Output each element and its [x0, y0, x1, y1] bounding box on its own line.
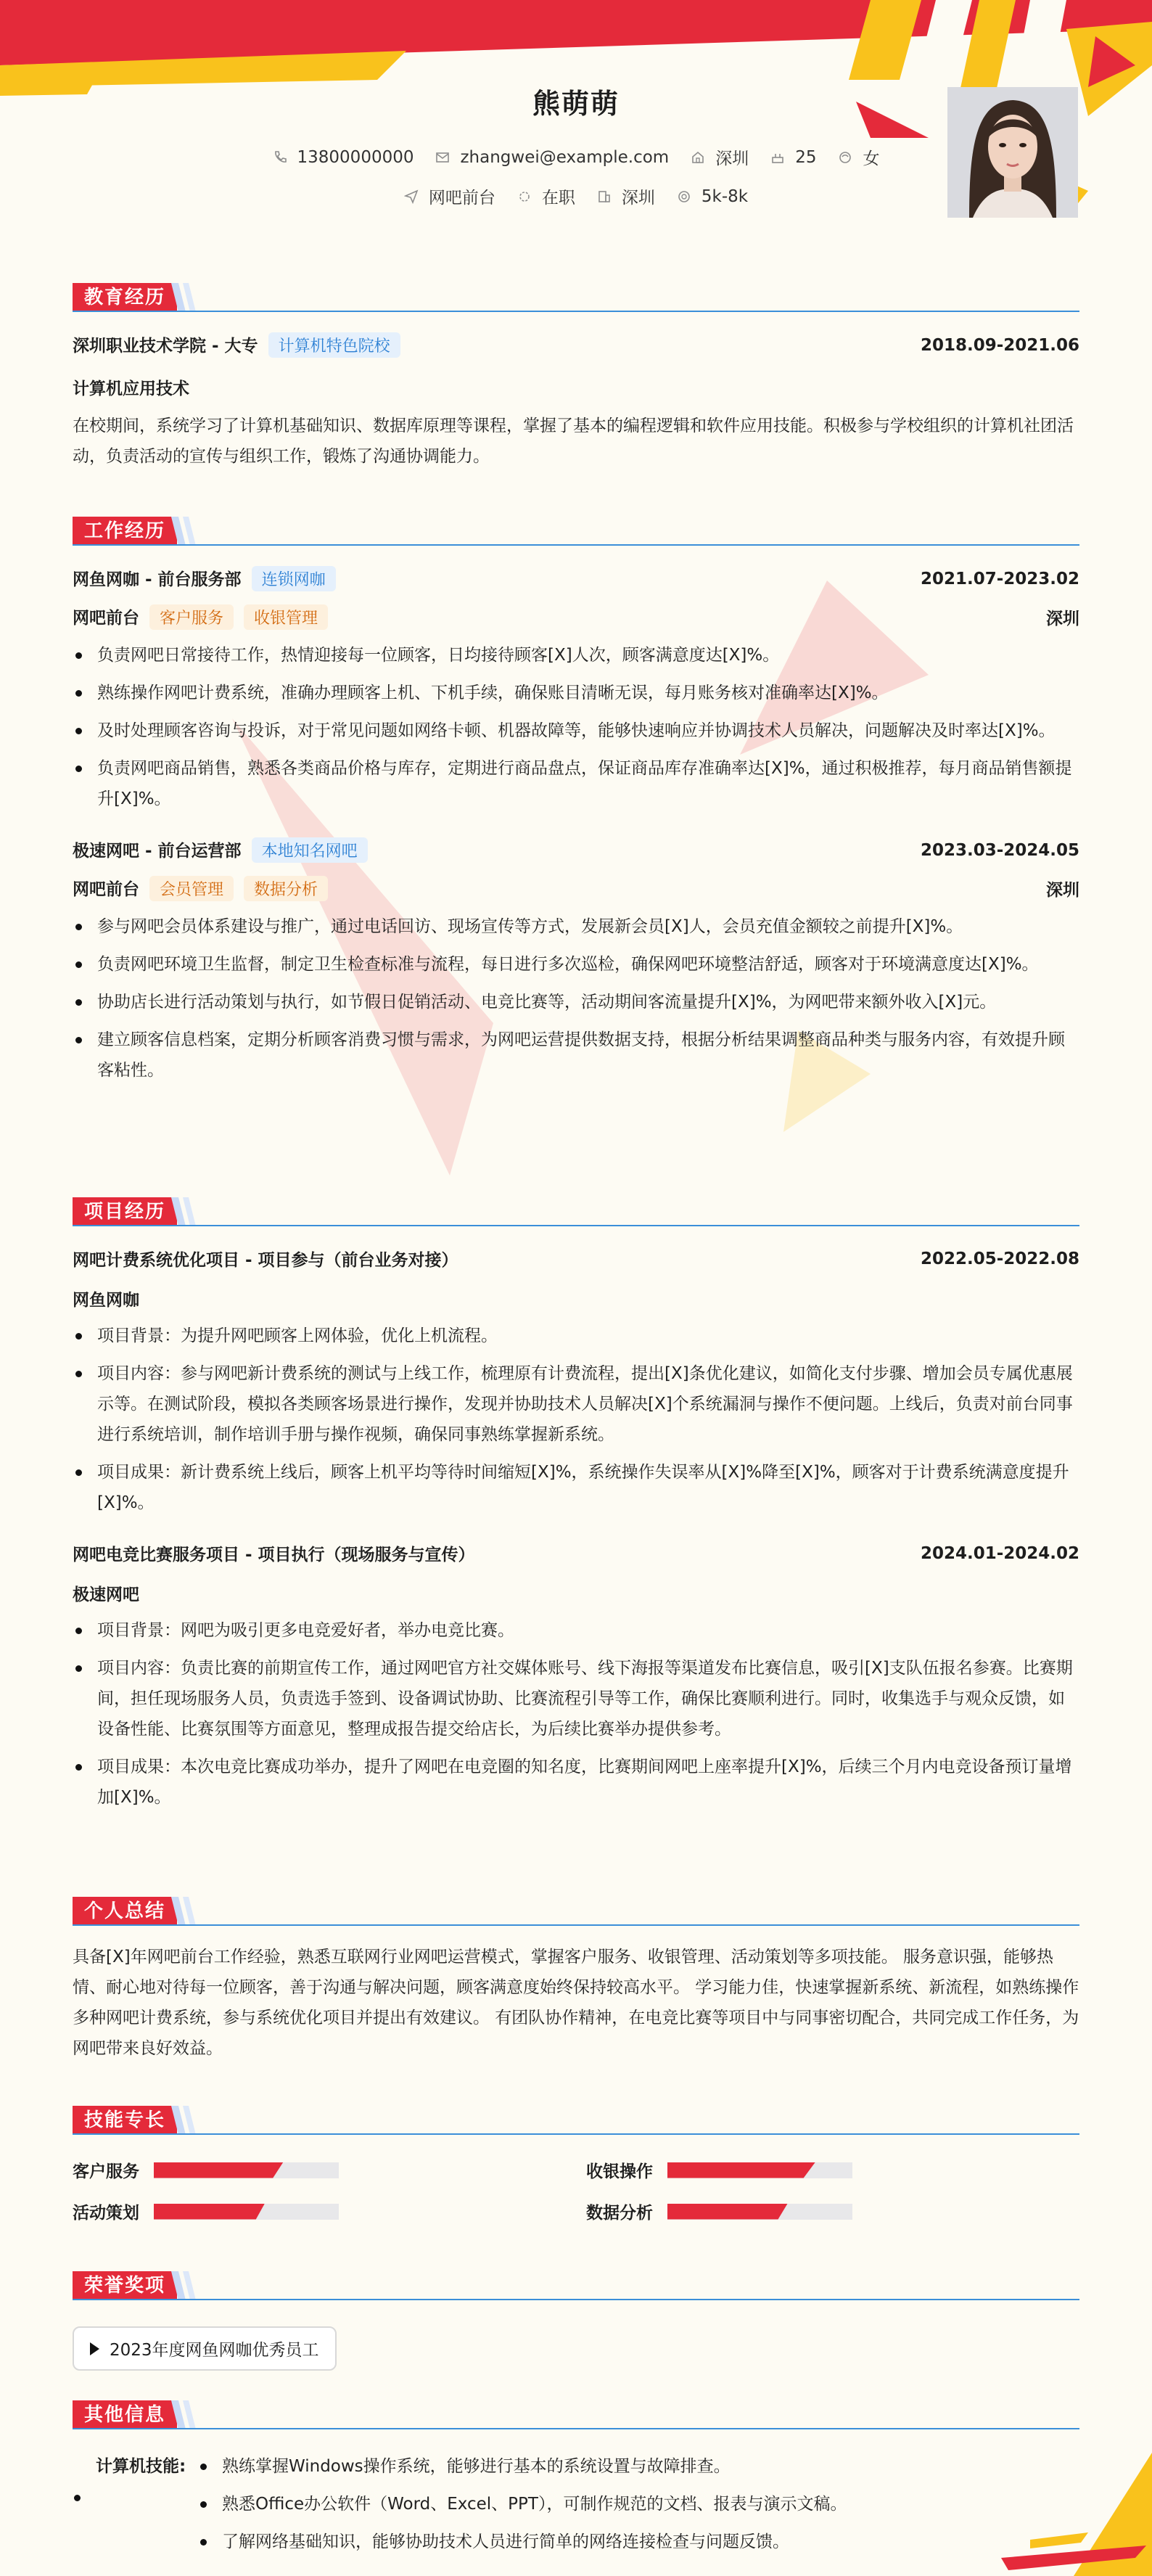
company-tag: 本地知名网吧: [252, 837, 368, 863]
section-header: [73, 517, 1079, 549]
phone-text: 13800000000: [297, 147, 414, 167]
list-item: 协助店长进行活动策划与执行，如节假日促销活动、电竞比赛等，活动期间客流量提升[X]%，为网吧带来额外收入[X]元。: [73, 987, 1079, 1017]
money-icon: [677, 189, 691, 204]
list-item: 项目成果：新计费系统上线后，顾客上机平均等待时间缩短[X]%，系统操作失误率从[X]%降至[X]%，顾客对于计费系统满意度提升[X]%。: [73, 1457, 1079, 1518]
other-section: [73, 2400, 1079, 2564]
list-item: 负责网吧日常接待工作，热情迎接每一位顾客，日均接待顾客[X]人次，顾客满意度达[X]%。: [73, 640, 1079, 670]
summary-text: 具备[X]年网吧前台工作经验，熟悉互联网行业网吧运营模式，掌握客户服务、收银管理、活动策划等多项技能。 服务意识强，能够热情、耐心地对待每一位顾客，善于沟通与解决问题，顾客满意度始终保持较高水平。 学习能力佳，快速掌握新系统、新流程，如熟练操作多种网吧计费系统，参与系统优化项目并提出有效建议。 有团队协作精神，在电竞比赛等项目中与同事密切配合，共同完成工作任务，为网吧带来良好效益。: [73, 1948, 1079, 2058]
list-item: 项目内容：参与网吧新计费系统的测试与上线工作，梳理原有计费流程，提出[X]条优化建议，如简化支付步骤、增加会员专属优惠展示等。在测试阶段，模拟各类顾客场景进行操作，发现并协助技术人员解决[X]个系统漏洞与操作不便问题。上线后，负责对前台同事进行系统培训，制作培训手册与操作视频，确保同事熟练掌握新系统。: [73, 1358, 1079, 1450]
project-org: 极速网吧: [73, 1586, 139, 1604]
skill-name: 客户服务: [73, 2162, 139, 2181]
skill-name: 活动策划: [73, 2204, 139, 2223]
section-divider: [73, 2299, 1079, 2300]
skill-grid: [73, 2158, 1079, 2223]
skill-bar: [154, 2204, 339, 2220]
list-item: 项目成果：本次电竞比赛成功举办，提升了网吧在电竞圈的知名度，比赛期间网吧上座率提升[X]%，后续三个月内电竞设备预订量增加[X]%。: [73, 1752, 1079, 1813]
position-heading: [73, 876, 328, 901]
profile-photo: [947, 87, 1078, 218]
skill-tag: 会员管理: [149, 876, 234, 901]
award-item: [73, 2326, 337, 2371]
job-heading-row: [73, 837, 1079, 863]
section-divider: [73, 2133, 1079, 2135]
section-title: 荣誉奖项: [73, 2271, 177, 2300]
status-text: 在职: [541, 189, 575, 208]
section-divider: [73, 311, 1079, 312]
list-item: 熟练操作网吧计费系统，准确办理顾客上机、下机手续，确保账目清晰无误，每月账务核对准确率达[X]%。: [73, 678, 1079, 708]
resume-header: [73, 0, 1079, 261]
cake-icon: [770, 150, 785, 165]
salary-text: 5k-8k: [701, 186, 749, 206]
location-text: 深圳: [715, 149, 749, 168]
project-heading-row: [73, 1247, 1079, 1271]
skill-bar: [667, 2162, 852, 2178]
salary-info: [677, 184, 748, 208]
skill-name: 数据分析: [586, 2204, 653, 2223]
section-stripes: [171, 1197, 200, 1226]
skill-bar-fill: [667, 2162, 815, 2178]
section-stripes: [171, 2106, 200, 2135]
skill-bar: [667, 2204, 852, 2220]
home-icon: [691, 150, 705, 165]
list-item: 参与网吧会员体系建设与推广，通过电话回访、现场宣传等方式，发展新会员[X]人，会员充值金额较之前提升[X]%。: [73, 911, 1079, 942]
target-city-text: 深圳: [621, 189, 655, 208]
section-title: 教育经历: [73, 283, 177, 312]
skill-name: 收银操作: [586, 2162, 653, 2181]
job-entry: [73, 837, 1079, 1086]
education-section: [73, 283, 1079, 472]
project-name: 网吧计费系统优化项目 - 项目参与（前台业务对接）: [73, 1251, 458, 1270]
projects-section: [73, 1197, 1079, 1820]
section-header: [73, 1197, 1079, 1229]
list-item: 建立顾客信息档案，定期分析顾客消费习惯与需求，为网吧运营提供数据支持，根据分析结果调整商品种类与服务内容，有效提升顾客粘性。: [73, 1025, 1079, 1086]
job-bullets: [73, 640, 1079, 814]
section-divider: [73, 2428, 1079, 2429]
job-bullets: [73, 911, 1079, 1086]
target-job-info: [404, 184, 495, 208]
computer-skill-list: [197, 2451, 847, 2564]
email-info: [435, 145, 669, 169]
section-title: 其他信息: [73, 2400, 177, 2429]
project-entry: [73, 1541, 1079, 1813]
avatar: [947, 87, 1078, 218]
skill-item: [586, 2158, 1079, 2182]
list-item: 了解网络基础知识，能够协助技术人员进行简单的网络连接检查与问题反馈。: [197, 2527, 847, 2557]
skill-bar: [154, 2162, 339, 2178]
list-item: 项目内容：负责比赛的前期宣传工作，通过网吧官方社交媒体账号、线下海报等渠道发布比赛信息，吸引[X]支队伍报名参赛。比赛期间，担任现场服务人员，负责选手签到、设备调试协助、比赛流程引导等工作，确保比赛顺利进行。同时，收集选手与观众反馈，如设备性能、比赛氛围等方面意见，整理成报告提交给店长，为后续比赛举办提供参考。: [73, 1653, 1079, 1744]
job-date: 2023.03-2024.05: [920, 840, 1079, 860]
education-date: 2018.09-2021.06: [920, 335, 1079, 355]
age-info: [770, 145, 816, 169]
job-intent-row: [73, 184, 1079, 208]
skill-tag: 数据分析: [244, 876, 328, 901]
skill-bar-fill: [154, 2204, 265, 2220]
job-city: 深圳: [1046, 881, 1079, 900]
company-heading: [73, 566, 336, 591]
position-name: 网吧前台: [73, 609, 139, 628]
phone-info: [273, 145, 414, 169]
project-bullets: [73, 1615, 1079, 1813]
play-triangle-icon: [90, 2342, 99, 2355]
project-name: 网吧电竞比赛服务项目 - 项目执行（现场服务与宣传）: [73, 1546, 475, 1564]
contact-row: [73, 145, 1079, 169]
location-info: [691, 145, 749, 169]
section-stripes: [171, 283, 200, 312]
position-name: 网吧前台: [73, 880, 139, 899]
skill-tag: 收银管理: [244, 604, 328, 630]
company-name: 网鱼网咖 - 前台服务部: [73, 570, 242, 589]
school-name: 深圳职业技术学院 - 大专: [73, 337, 258, 356]
job-entry: [73, 566, 1079, 814]
skills-section: [73, 2106, 1079, 2223]
project-entry: [73, 1247, 1079, 1518]
job-date: 2021.07-2023.02: [920, 569, 1079, 588]
section-title: 技能专长: [73, 2106, 177, 2135]
section-header: [73, 1897, 1079, 1929]
award-text: 2023年度网鱼网咖优秀员工: [110, 2341, 319, 2360]
mail-icon: [435, 150, 450, 165]
list-item: 熟悉Office办公软件（Word、Excel、PPT），可制作规范的文档、报表与演示文稿。: [197, 2489, 847, 2519]
other-label: 计算机技能:: [96, 2457, 186, 2476]
bullet-dot: [74, 2495, 81, 2501]
skill-tag: 客户服务: [149, 604, 234, 630]
position-row: [73, 876, 1079, 901]
school-tag: 计算机特色院校: [268, 332, 400, 358]
skill-item: [586, 2199, 1079, 2223]
summary-section: [73, 1897, 1079, 2064]
section-stripes: [171, 517, 200, 546]
company-heading: [73, 837, 368, 863]
company-tag: 连锁网咖: [252, 566, 336, 591]
building-icon: [597, 189, 612, 204]
other-label-wrap: [73, 2451, 197, 2564]
phone-icon: [273, 150, 287, 165]
skill-item: [73, 2158, 586, 2182]
list-item: 熟练掌握Windows操作系统，能够进行基本的系统设置与故障排查。: [197, 2451, 847, 2482]
section-stripes: [171, 2271, 200, 2300]
section-divider: [73, 1225, 1079, 1226]
target-job-text: 网吧前台: [428, 189, 495, 208]
status-icon: [517, 189, 532, 204]
skill-bar-fill: [667, 2204, 788, 2220]
status-info: [517, 184, 575, 208]
section-title: 工作经历: [73, 517, 177, 546]
education-heading-row: [73, 332, 1079, 358]
job-city: 深圳: [1046, 610, 1079, 628]
project-heading-row: [73, 1541, 1079, 1565]
section-divider: [73, 544, 1079, 546]
position-heading: [73, 604, 328, 630]
section-divider: [73, 1924, 1079, 1926]
candidate-name: 熊萌萌: [532, 88, 620, 120]
gender-info: [838, 145, 879, 169]
section-header: [73, 2106, 1079, 2138]
gender-icon: [838, 150, 852, 165]
award-list: [73, 2326, 1079, 2371]
company-name: 极速网吧 - 前台运营部: [73, 842, 242, 861]
project-org: 网鱼网咖: [73, 1291, 139, 1310]
target-city-info: [597, 184, 655, 208]
skill-bar-fill: [154, 2162, 284, 2178]
awards-section: [73, 2271, 1079, 2371]
project-date: 2024.01-2024.02: [920, 1543, 1079, 1563]
other-info-block: [73, 2451, 1079, 2564]
education-description: 在校期间，系统学习了计算机基础知识、数据库原理等课程，掌握了基本的编程逻辑和软件应用技能。积极参与学校组织的计算机社团活动，负责活动的宣传与组织工作，锻炼了沟通协调能力。: [73, 417, 1074, 466]
list-item: 负责网吧环境卫生监督，制定卫生检查标准与流程，每日进行多次巡检，确保网吧环境整洁舒适，顾客对于环境满意度达[X]%。: [73, 949, 1079, 980]
position-row: [73, 604, 1079, 630]
major: 计算机应用技术: [73, 380, 189, 398]
section-title: 项目经历: [73, 1197, 177, 1226]
work-section: [73, 517, 1079, 1093]
list-item: 负责网吧商品销售，熟悉各类商品价格与库存，定期进行商品盘点，保证商品库存准确率达[X]%，通过积极推荐，每月商品销售额提升[X]%。: [73, 753, 1079, 814]
list-item: 及时处理顾客咨询与投诉，对于常见问题如网络卡顿、机器故障等，能够快速响应并协调技术人员解决，问题解决及时率达[X]%。: [73, 715, 1079, 746]
list-item: 项目背景：网吧为吸引更多电竞爱好者，举办电竞比赛。: [73, 1615, 1079, 1646]
project-date: 2022.05-2022.08: [920, 1249, 1079, 1268]
age-text: 25: [795, 147, 817, 167]
send-icon: [404, 189, 419, 204]
job-heading-row: [73, 566, 1079, 591]
section-header: [73, 2400, 1079, 2432]
section-header: [73, 283, 1079, 315]
email-text: zhangwei@example.com: [460, 147, 670, 167]
section-title: 个人总结: [73, 1897, 177, 1926]
gender-text: 女: [863, 149, 880, 168]
section-stripes: [171, 1897, 200, 1926]
list-item: 项目背景：为提升网吧顾客上网体验，优化上机流程。: [73, 1321, 1079, 1351]
skill-item: [73, 2199, 586, 2223]
section-header: [73, 2271, 1079, 2303]
school-heading: [73, 332, 400, 358]
section-stripes: [171, 2400, 200, 2429]
project-bullets: [73, 1321, 1079, 1518]
